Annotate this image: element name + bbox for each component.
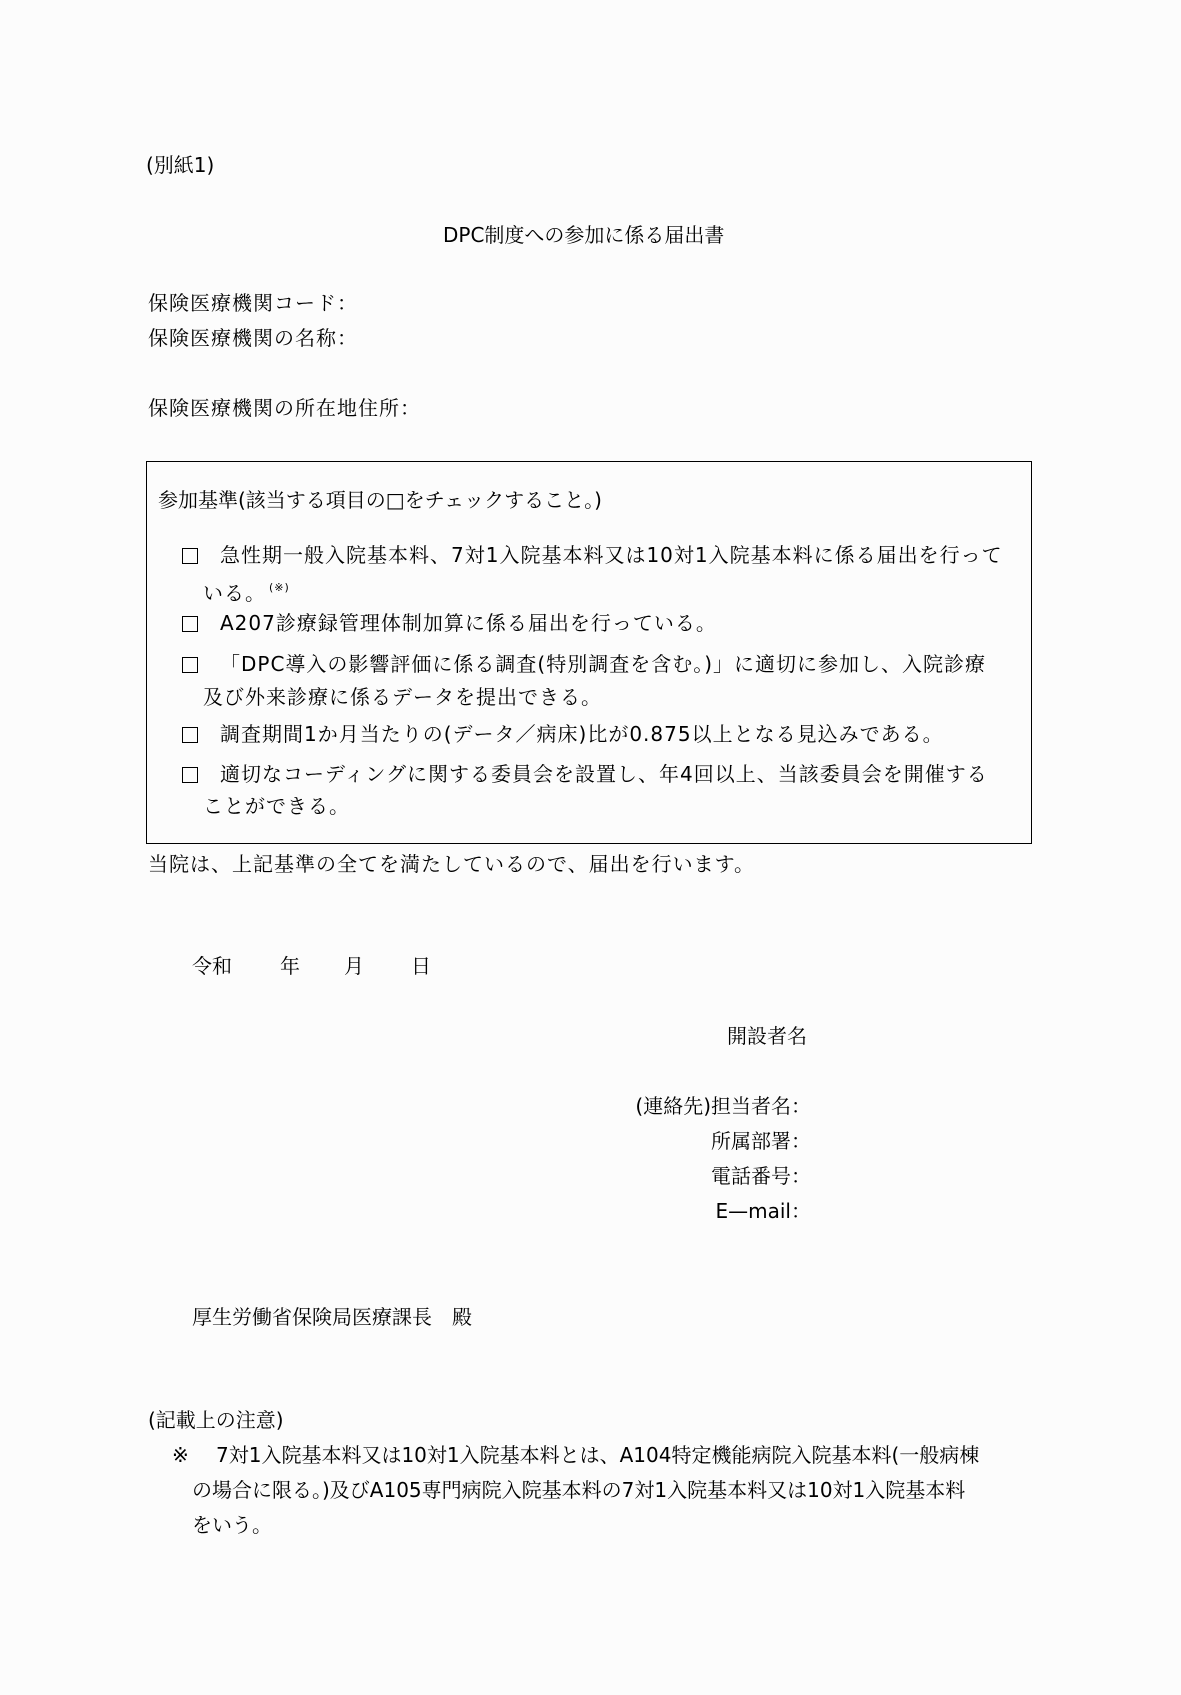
institution-code-label: 保険医療機関コード： [148,291,358,315]
declaration-statement: 当院は、上記基準の全てを満たしているので、届出を行います。 [148,852,755,876]
date-era: 令和 [192,954,232,978]
criteria-item-3: 「DPC導入の影響評価に係る調査(特別調査を含む。)」に適切に参加し、入院診療 [182,652,986,676]
criteria-item-1: 急性期一般入院基本料、7対1入院基本料又は10対1入院基本料に係る届出を行って [182,543,1003,567]
criteria-item-1-cont: いる。 (※) [203,581,290,605]
founder-name-label: 開設者名 [727,1024,807,1048]
attachment-label: (別紙1) [146,153,215,177]
notes-line-3: をいう。 [192,1513,272,1537]
criteria-item-4: 調査期間1か月当たりの(データ／病床)比が0.875以上となる見込みである。 [182,722,944,746]
checkbox-icon[interactable] [182,657,198,673]
notes-header: (記載上の注意) [148,1408,284,1432]
institution-address-label: 保険医療機関の所在地住所： [148,396,421,420]
checkbox-icon[interactable] [182,548,198,564]
phone-label: 電話番号： [711,1164,811,1188]
criteria-item-5-cont: ことができる。 [203,794,350,818]
date-day-label: 日 [411,954,431,978]
criteria-header: 参加基準(該当する項目の□をチェックすること。) [158,488,602,512]
date-month-label: 月 [344,954,364,978]
criteria-item-2: A207診療録管理体制加算に係る届出を行っている。 [182,611,717,635]
contact-person-label: (連絡先)担当者名： [635,1094,811,1118]
criteria-item-5: 適切なコーディングに関する委員会を設置し、年4回以上、当該委員会を開催する [182,762,988,786]
checkbox-icon[interactable] [182,767,198,783]
notes-line-1: 7対1入院基本料又は10対1入院基本料とは、A104特定機能病院入院基本料(一般病棟 [216,1443,980,1467]
addressee: 厚生労働省保険局医療課長 殿 [192,1305,472,1329]
checkbox-icon[interactable] [182,727,198,743]
criteria-item-3-cont: 及び外来診療に係るデータを提出できる。 [203,685,602,709]
date-year-label: 年 [280,954,300,978]
institution-name-label: 保険医療機関の名称： [148,326,358,350]
department-label: 所属部署： [711,1129,811,1153]
note-reference-mark: (※) [269,581,290,594]
document-title: DPC制度への参加に係る届出書 [443,223,725,247]
notes-mark: ※ [172,1443,189,1467]
checkbox-icon[interactable] [182,616,198,632]
email-label: E—mail： [715,1199,811,1223]
notes-line-2: の場合に限る。)及びA105専門病院入院基本料の7対1入院基本料又は10対1入院基本料 [192,1478,966,1502]
